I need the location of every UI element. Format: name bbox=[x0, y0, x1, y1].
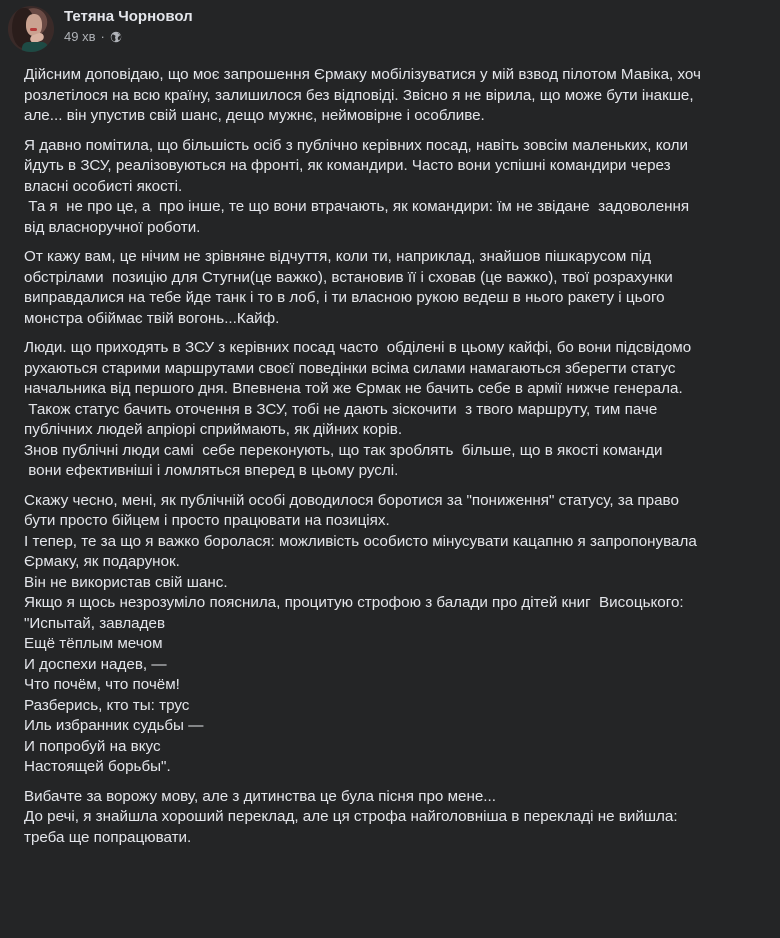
avatar-lips bbox=[30, 28, 37, 31]
post-header bbox=[8, 6, 193, 52]
paragraph-5 bbox=[24, 491, 776, 778]
poem-line: И попробуй на вкус bbox=[24, 737, 161, 755]
text-line: йдуть в ЗСУ, реалізовуються на фронті, як командири. Часто вони успішні командири через bbox=[24, 157, 671, 174]
text-line: треба ще попрацювати. bbox=[24, 828, 192, 846]
text-line: Люди. що приходять в ЗСУ з керівних посад часто обділені в цьому кайфі, бо вони підсвідомо bbox=[24, 339, 692, 356]
text-line: від власноручної роботи. bbox=[24, 218, 201, 236]
text-line: вони ефективніші і ломляться вперед в цьому руслі. bbox=[24, 462, 399, 479]
text-line: Я давно помітила, що більшість осіб з публічно керівних посад, навіть зовсім маленьких, коли bbox=[24, 136, 688, 154]
paragraph-2 bbox=[24, 136, 776, 239]
text-line: До речі, я знайшла хороший переклад, але ця строфа найголовніша в перекладі не вийшла: bbox=[24, 808, 678, 825]
author-avatar[interactable] bbox=[8, 6, 54, 52]
text-line: Вибачте за ворожу мову, але з дитинства це була пісня про мене... bbox=[24, 787, 496, 805]
poem-line: Что почём, что почём! bbox=[24, 676, 180, 693]
poem-line: "Испытай, завладев bbox=[24, 614, 166, 632]
poem-line: Разберись, кто ты: трус bbox=[24, 696, 190, 714]
paragraph-4 bbox=[24, 338, 776, 482]
poem-line: Иль избранник судьбы — bbox=[24, 717, 204, 734]
text-line: І тепер, те за що я важко боролася: можливість особисто мінусувати кацапню я запропонувала bbox=[24, 532, 697, 550]
text-line: начальника від першого дня. Впевнена той же Єрмак не бачить себе в армії нижче генерала. bbox=[24, 380, 683, 397]
post-timestamp[interactable]: 49 хв bbox=[64, 29, 96, 44]
poem-line: Ещё тёплым мечом bbox=[24, 635, 163, 652]
post-body bbox=[24, 65, 776, 857]
post-subline bbox=[64, 28, 193, 46]
poem-line: Настоящей борьбы". bbox=[24, 758, 171, 775]
text-line: Якщо я щось незрозуміло пояснила, процитую строфою з балади про дітей книг Висоцького: bbox=[24, 594, 684, 611]
text-line: Та я не про це, а про інше, те що вони втрачають, як командири: їм не звідане задоволення bbox=[24, 198, 690, 215]
post-meta bbox=[64, 7, 193, 46]
text-line: От кажу вам, це нічим не зрівняне відчуття, коли ти, наприклад, знайшов пішкарусом під bbox=[24, 248, 651, 265]
text-line: Знов публічні люди самі себе переконують, що так зроблять більше, що в якості команди bbox=[24, 441, 663, 459]
avatar-shirt bbox=[22, 42, 48, 52]
text-line: Він не використав свій шанс. bbox=[24, 573, 228, 591]
paragraph-1 bbox=[24, 65, 776, 127]
text-line: Єрмаку, як подарунок. bbox=[24, 553, 180, 570]
text-line: рухаються старими маршрутами своєї поведінки всіма силами намагаються зберегти статус bbox=[24, 359, 676, 377]
text-line: Скажу чесно, мені, як публічній особі доводилося боротися за "пониження" статусу, за право bbox=[24, 491, 679, 509]
separator-dot: · bbox=[100, 29, 105, 44]
author-name[interactable]: Тетяна Чорновол bbox=[64, 8, 193, 25]
text-line: виправдалися на тебе йде танк і то в лоб, і ти власною рукою ведеш в нього ракету і цього bbox=[24, 289, 665, 306]
text-line: обстрілами позицію для Стугни(це важко), встановив її і сховав (це важко), твої розрахунки bbox=[24, 268, 673, 286]
text-line: монстра обіймає твій вогонь...Кайф. bbox=[24, 309, 280, 327]
text-line: власні особисті якості. bbox=[24, 177, 183, 195]
text-line: Також статус бачить оточення в ЗСУ, тобі не дають зіскочити з твого маршруту, тим паче bbox=[24, 400, 658, 418]
poem-line: И доспехи надев, — bbox=[24, 655, 167, 673]
text-line: але... він упустив свій шанс, дещо мужнє, неймовірне і особливе. bbox=[24, 107, 485, 124]
text-line: бути просто бійцем і просто працювати на позиціях. bbox=[24, 512, 390, 529]
text-line: Дійсним доповідаю, що моє запрошення Єрмаку мобілізуватися у мій взвод пілотом Мавіка, хоч bbox=[24, 66, 701, 83]
paragraph-3 bbox=[24, 247, 776, 329]
globe-icon[interactable] bbox=[110, 31, 122, 43]
text-line: розлетілося на всю країну, залишилося без відповіді. Звісно я не вірила, що може бути інакше, bbox=[24, 86, 694, 104]
paragraph-6 bbox=[24, 787, 776, 849]
text-line: публічних людей апріорі сприймають, як дійних корів. bbox=[24, 421, 403, 438]
